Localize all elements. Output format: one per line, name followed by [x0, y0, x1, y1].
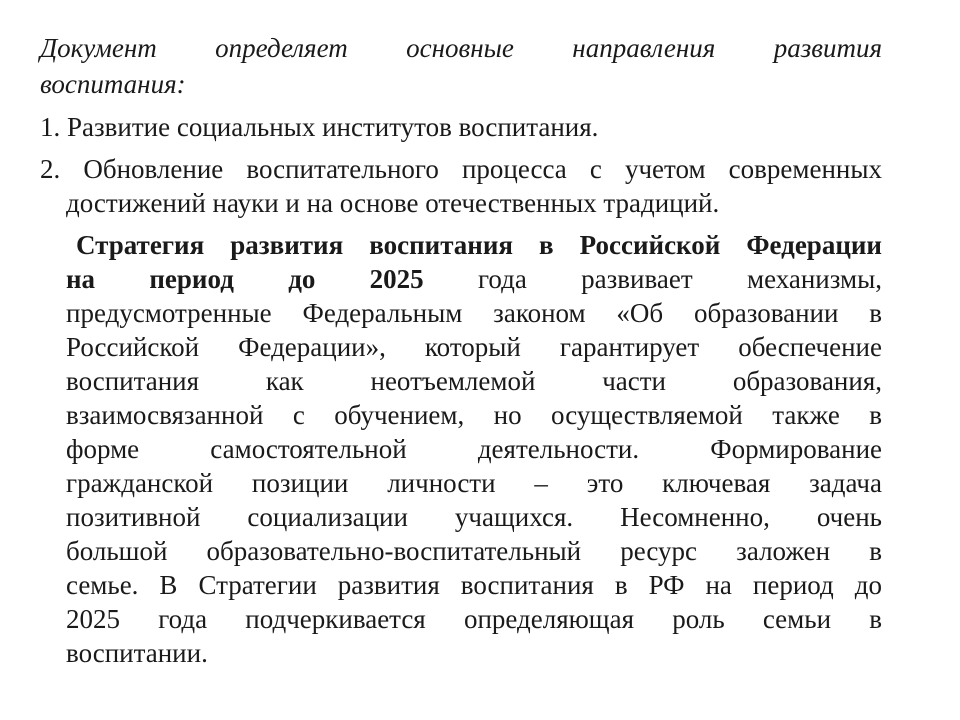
strategy-paragraph: [40, 228, 882, 670]
intro-text: [40, 30, 882, 102]
paragraph-line: 2025 года подчеркивается определяющая роль семьи в: [66, 604, 882, 634]
paragraph-line: взаимосвязанной с обучением, но осуществляемой также в: [66, 400, 882, 430]
paragraph-line: Российской Федерации», который гарантирует обеспечение: [66, 332, 882, 362]
list-item-2-line-1: 2. Обновление воспитательного процесса с учетом современных: [40, 154, 882, 184]
paragraph-bold-fragment: на период до 2025: [66, 264, 424, 294]
paragraph-line-2: [66, 262, 882, 296]
intro-line-1: Документ определяет основные направления развития: [40, 33, 882, 63]
paragraph-line: предусмотренные Федеральным законом «Об образовании в: [66, 298, 882, 328]
paragraph-line: семье. В Стратегии развития воспитания в РФ на период до: [66, 570, 882, 600]
paragraph-line: гражданской позиции личности – это ключевая задача: [66, 468, 882, 498]
paragraph-bold-line-1: Стратегия развития воспитания в Российской Федерации: [76, 230, 882, 260]
list-item-2-line-2: достижений науки и на основе отечественных традиций.: [66, 188, 720, 218]
list-item-1: 1. Развитие социальных институтов воспитания.: [40, 112, 599, 142]
list-item-2: [40, 152, 882, 220]
paragraph-line: большой образовательно-воспитательный ресурс заложен в: [66, 536, 882, 566]
paragraph-line: воспитания как неотъемлемой части образования,: [66, 366, 882, 396]
paragraph-line: позитивной социализации учащихся. Несомненно, очень: [66, 502, 882, 532]
document-slide: [40, 30, 882, 670]
intro-line-2: воспитания:: [40, 69, 186, 99]
paragraph-line: форме самостоятельной деятельности. Формирование: [66, 434, 882, 464]
paragraph-line: воспитании.: [66, 638, 208, 668]
paragraph-line-2-rest: года развивает механизмы,: [423, 264, 882, 294]
